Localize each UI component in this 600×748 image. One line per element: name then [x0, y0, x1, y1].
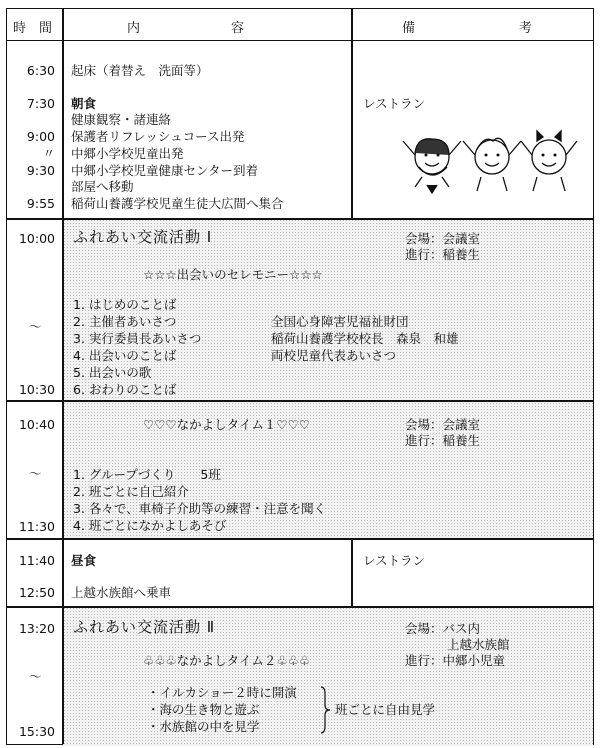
list-item: ・イルカショー２時に開演 — [147, 685, 297, 700]
venue-detail: 上越水族館 — [447, 637, 510, 652]
time-label: 6:30 — [26, 63, 55, 78]
list-item: 3. 各々で、車椅子介助等の練習・注意を聞く — [73, 501, 327, 516]
list-item: 1. グループづくり 5班 — [73, 467, 221, 482]
schedule-table — [6, 8, 594, 745]
lead: 進行：稲養生 — [405, 247, 481, 262]
list-item: 3. 実行委員長あいさつ — [73, 331, 202, 346]
time-label: 13:20 — [18, 621, 55, 636]
tilde: 〜 — [29, 466, 42, 481]
activity-title: ふれあい交流活動 Ⅰ — [73, 228, 213, 246]
time-label: 10:40 — [18, 417, 55, 432]
row-divider — [7, 606, 593, 608]
time-label: 15:30 — [18, 724, 55, 739]
time-label: 9:30 — [26, 163, 55, 178]
venue: 会場：会議室 — [405, 231, 481, 246]
brace-icon — [319, 686, 331, 734]
venue: 会場：バス内 — [405, 621, 481, 636]
time-label: 11:40 — [18, 553, 55, 568]
children-illustration — [397, 127, 582, 199]
list-item: 2. 班ごとに自己紹介 — [73, 484, 189, 499]
list-item: 2. 主催者あいさつ — [73, 314, 177, 329]
activity-subtitle: ☆☆☆出会いのセレモニー☆☆☆ — [143, 267, 323, 282]
schedule-item: 稲荷山養護学校児童生徒大広間へ集合 — [71, 196, 284, 211]
time-label: 9:55 — [26, 196, 55, 211]
schedule-item: 起床（着替え 洗面等） — [71, 63, 209, 78]
row-divider — [7, 538, 593, 540]
list-item: 4. 出会いのことば — [73, 348, 177, 363]
divider-notes-1 — [351, 9, 353, 219]
schedule-item: 中郷小学校児童出発 — [71, 146, 184, 161]
activity-subtitle: ♧♧♧なかよしタイム２♧♧♧ — [143, 653, 310, 668]
list-detail: 稲荷山養護学校校長 森泉 和雄 — [271, 331, 459, 346]
table-header — [7, 9, 593, 41]
list-item: ・水族館の中を見学 — [147, 719, 260, 734]
header-notes: 備 考 — [402, 21, 533, 36]
list-item: 6. おわりのことば — [73, 382, 177, 397]
venue: 会場：会議室 — [405, 417, 481, 432]
note-restaurant: レストラン — [363, 96, 426, 111]
schedule-item: 保護者リフレッシュコース出発 — [71, 129, 245, 144]
schedule-item: 中郷小学校児童健康センター到着 — [71, 163, 259, 178]
list-item: 4. 班ごとになかよしあそび — [73, 518, 227, 533]
time-label: 10:00 — [18, 231, 55, 246]
lead: 進行：中郷小児童 — [405, 653, 506, 668]
activity-title: ふれあい交流活動 Ⅱ — [73, 618, 216, 636]
tilde: 〜 — [29, 669, 42, 684]
list-item: 1. はじめのことば — [73, 297, 177, 312]
lead: 進行：稲養生 — [405, 433, 481, 448]
time-label: 10:30 — [18, 382, 55, 397]
header-time: 時 間 — [13, 21, 53, 36]
list-item: ・海の生き物と遊ぶ — [147, 702, 260, 717]
schedule-item: 朝食 — [71, 96, 97, 111]
list-item: 5. 出会いの歌 — [73, 365, 152, 380]
time-label: 9:00 — [26, 129, 55, 144]
time-label: 12:50 — [18, 585, 55, 600]
schedule-item: 昼食 — [71, 553, 97, 568]
list-detail: 両校児童代表あいさつ — [271, 348, 397, 363]
activity-title: ♡♡♡なかよしタイム１♡♡♡ — [143, 417, 310, 432]
schedule-item: 上越水族館へ乗車 — [71, 585, 172, 600]
list-detail: 全国心身障害児福祉財団 — [271, 314, 409, 329]
time-label: 7:30 — [26, 96, 55, 111]
row-divider — [7, 400, 593, 402]
tilde: 〜 — [29, 319, 42, 334]
schedule-item: 部屋へ移動 — [71, 179, 134, 194]
schedule-item: 健康観察・諸連絡 — [71, 112, 172, 127]
time-label: 11:30 — [18, 519, 55, 534]
time-label: 〃 — [42, 146, 55, 161]
note-restaurant: レストラン — [363, 553, 426, 568]
divider-time — [62, 9, 64, 744]
divider-notes-2 — [351, 540, 353, 607]
header-content: 内 容 — [127, 21, 245, 36]
row-divider — [7, 218, 593, 220]
brace-note: 班ごとに自由見学 — [335, 702, 436, 717]
